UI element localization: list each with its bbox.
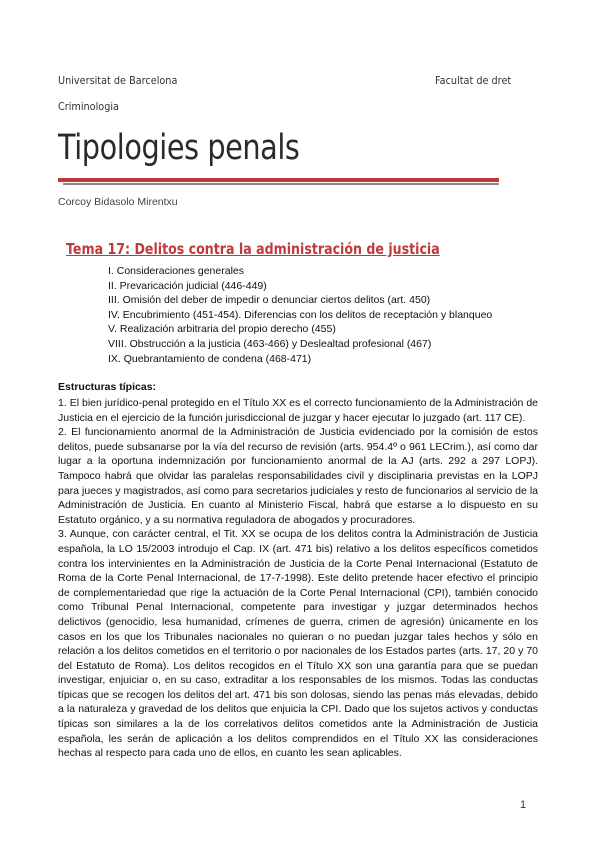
body-text <box>58 396 538 761</box>
page-number: 1 <box>520 799 527 811</box>
toc-item: IV. Encubrimiento (451-454). Diferencias con los delitos de receptación y blanqueo <box>108 308 493 321</box>
toc-item: III. Omisión del deber de impedir o denunciar ciertos delitos (art. 450) <box>108 294 431 307</box>
body-paragraph: 1. El bien jurídico-penal protegido en el Título XX es el correcto funcionamiento de la Administración de Justicia en el ejercicio de la función jurisdiccional de juzgar y hacer ejecutar lo juzgado (art. 117 CE). <box>58 397 538 424</box>
toc-item: IX. Quebrantamiento de condena (468-471) <box>108 352 312 365</box>
author-name: Corcoy Bidasolo Mirentxu <box>58 196 178 208</box>
toc-item: V. Realización arbitraria del propio derecho (455) <box>108 323 336 336</box>
title-rule-red <box>58 178 499 182</box>
table-of-contents <box>108 264 492 366</box>
tema-heading: Tema 17: Delitos contra la administración de justicia <box>66 240 440 258</box>
section-heading: Estructuras típicas: <box>58 381 157 393</box>
document-title: Tipologies penals <box>58 128 300 168</box>
toc-item: I. Consideraciones generales <box>108 265 244 277</box>
body-paragraph: 2. El funcionamiento anormal de la Administración de Justicia evidenciado por la comisión de estos delitos, puede subsanarse por la vía del recurso de revisión (arts. 954.4º o 961 LECrim.), así como dar lugar a la oportuna indemnización por funcionamiento anormal de la AJ (arts. 292 a 297 LOPJ). Tampoco habrá que olvidar las paralelas responsabilidades civil y disciplinaria previstas en la LOPJ para jueces y magistrados, así como para secretarios judiciales y resto de funcionarios al servicio de la Administración de Justicia. En cuanto al Ministerio Fiscal, habrá que estarse a lo dispuesto en su Estatuto orgánico, y a su normativa reguladora de abogados y procuradores. <box>58 426 538 526</box>
faculty-label: Facultat de dret <box>435 74 512 87</box>
subject-label: Criminologia <box>58 100 119 113</box>
toc-item: VIII. Obstrucción a la justicia (463-466) y Deslealtad profesional (467) <box>108 337 432 350</box>
university-label: Universitat de Barcelona <box>58 74 178 87</box>
toc-item: II. Prevaricación judicial (446-449) <box>108 279 267 292</box>
body-paragraph: 3. Aunque, con carácter central, el Tit. XX se ocupa de los delitos contra la Administración de Justicia española, la LO 15/2003 introdujo el Cap. IX (art. 471 bis) relativo a los delitos específicos cometidos contra los intervinientes en la Administración de Justicia de la Corte Penal Internacional (Estatuto de Roma de la Corte Penal Internacional, de 17-7-1998). Este delito pretende hacer efectivo el principio de complementariedad que rige la actuación de la Corte Penal Internacional (CPI), también conocido como Tribunal Penal Internacional, competente para investigar y juzgar determinados hechos delictivos (genocidio, lesa humanidad, crímenes de guerra, crimen de agresión) únicamente en los casos en los que los Tribunales nacionales no quieran o no puedan juzgar tales hechos y sólo en relación a los delitos cometidos en el territorio o por nacionales de los Estados partes (arts. 17, 20 y 70 del Estatuto de Roma). Los delitos recogidos en el Título XX son una garantía para que se puedan investigar, enjuiciar o, en su caso, extraditar a los responsables de los mismos. Todas las conductas típicas que se recogen los delitos del art. 471 bis son dolosas, siendo las penas más elevadas, debido a la naturaleza y gravedad de los delitos que enjuicia la CPI. Dado que los sujetos activos y conductas típicas son similares a la de los correlativos delitos cometidos ante la Administración de Justicia española, les serán de aplicación a los delitos comprendidos en el Título XX las consideraciones hechas al respecto para cada uno de ellos, en cuanto les sean aplicables. <box>58 528 538 760</box>
title-rule-shadow <box>63 183 499 185</box>
